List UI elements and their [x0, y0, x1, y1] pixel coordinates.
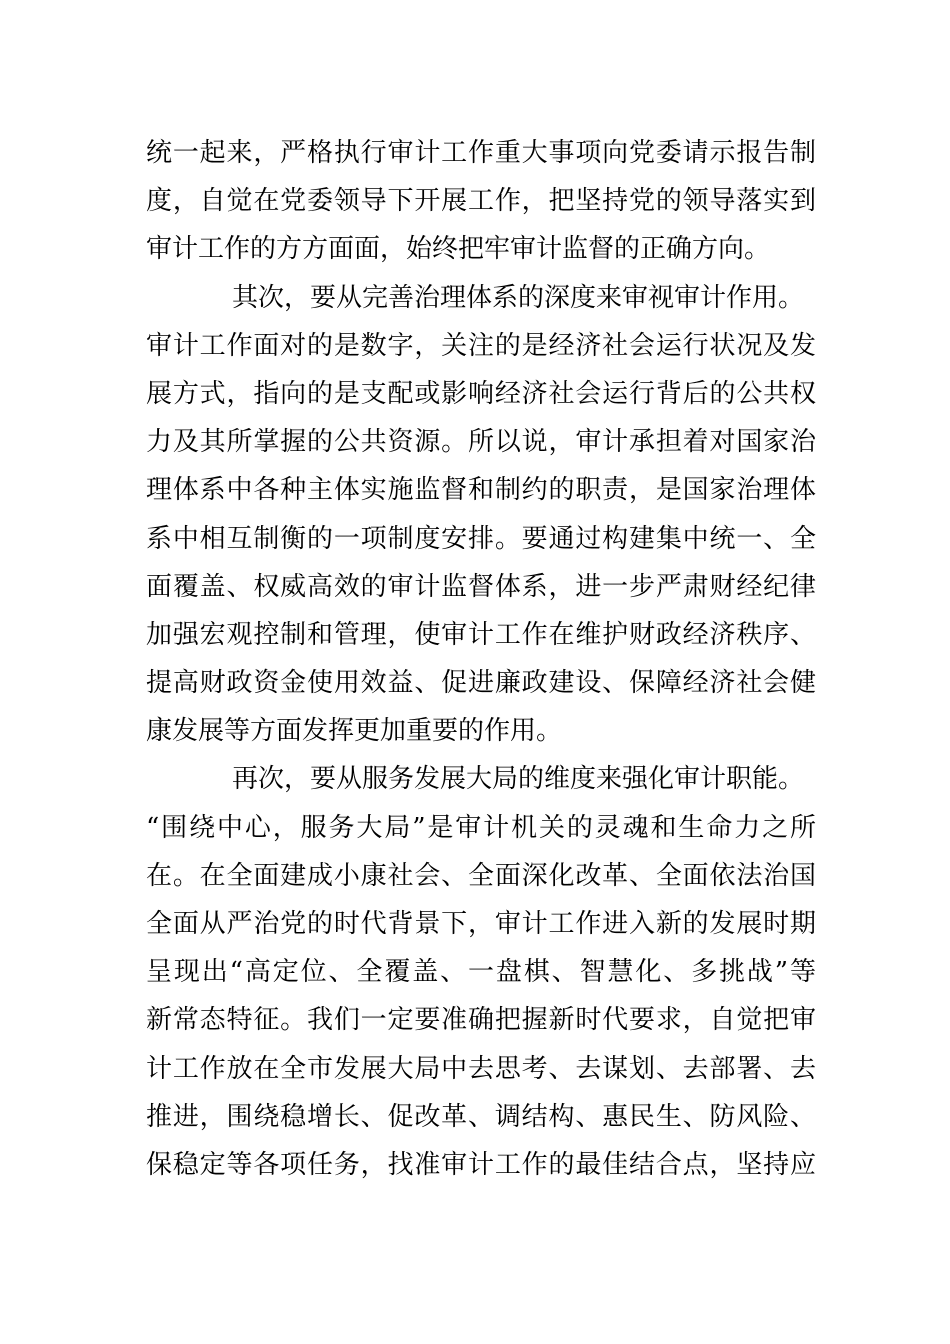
text-line: 康发展等方面发挥更加重要的作用。: [146, 716, 563, 747]
text-line: 理体系中各种主体实施监督和制约的职责，是国家治理体: [146, 475, 816, 506]
text-line: 新常态特征。我们一定要准确把握新时代要求，自觉把审: [146, 1005, 816, 1036]
body-text: [146, 129, 816, 1189]
text-line: 在。在全面建成小康社会、全面深化改革、全面依法治国: [146, 860, 816, 891]
text-line: 保稳定等各项任务，找准审计工作的最佳结合点，坚持应: [146, 1149, 816, 1180]
text-line: 审计工作面对的是数字，关注的是经济社会运行状况及发: [146, 330, 816, 361]
text-line: 度，自觉在党委领导下开展工作，把坚持党的领导落实到: [146, 186, 816, 217]
text-line: 推进，围绕稳增长、促改革、调结构、惠民生、防风险、: [146, 1101, 816, 1132]
text-line: “围绕中心，服务大局”是审计机关的灵魂和生命力之所: [146, 812, 816, 843]
paragraph-first-line: 再次，要从服务发展大局的维度来强化审计职能。: [232, 764, 805, 795]
text-line: 系中相互制衡的一项制度安排。要通过构建集中统一、全: [146, 523, 816, 554]
text-line: 审计工作的方方面面，始终把牢审计监督的正确方向。: [146, 234, 771, 265]
text-line: 展方式，指向的是支配或影响经济社会运行背后的公共权: [146, 378, 816, 409]
text-line: 全面从严治党的时代背景下，审计工作进入新的发展时期: [146, 909, 816, 939]
text-line: 提高财政资金使用效益、促进廉政建设、保障经济社会健: [146, 668, 816, 699]
text-line: 统一起来，严格执行审计工作重大事项向党委请示报告制: [146, 138, 816, 168]
text-line: 计工作放在全市发展大局中去思考、去谋划、去部署、去: [146, 1053, 816, 1084]
text-line: 呈现出“高定位、全覆盖、一盘棋、智慧化、多挑战”等: [146, 957, 816, 988]
text-line: 力及其所掌握的公共资源。所以说，审计承担着对国家治: [146, 427, 816, 458]
paragraph-first-line: 其次，要从完善治理体系的深度来审视审计作用。: [232, 282, 805, 313]
text-line: 加强宏观控制和管理，使审计工作在维护财政经济秩序、: [146, 619, 816, 650]
text-line: 面覆盖、权威高效的审计监督体系，进一步严肃财经纪律: [146, 571, 816, 602]
